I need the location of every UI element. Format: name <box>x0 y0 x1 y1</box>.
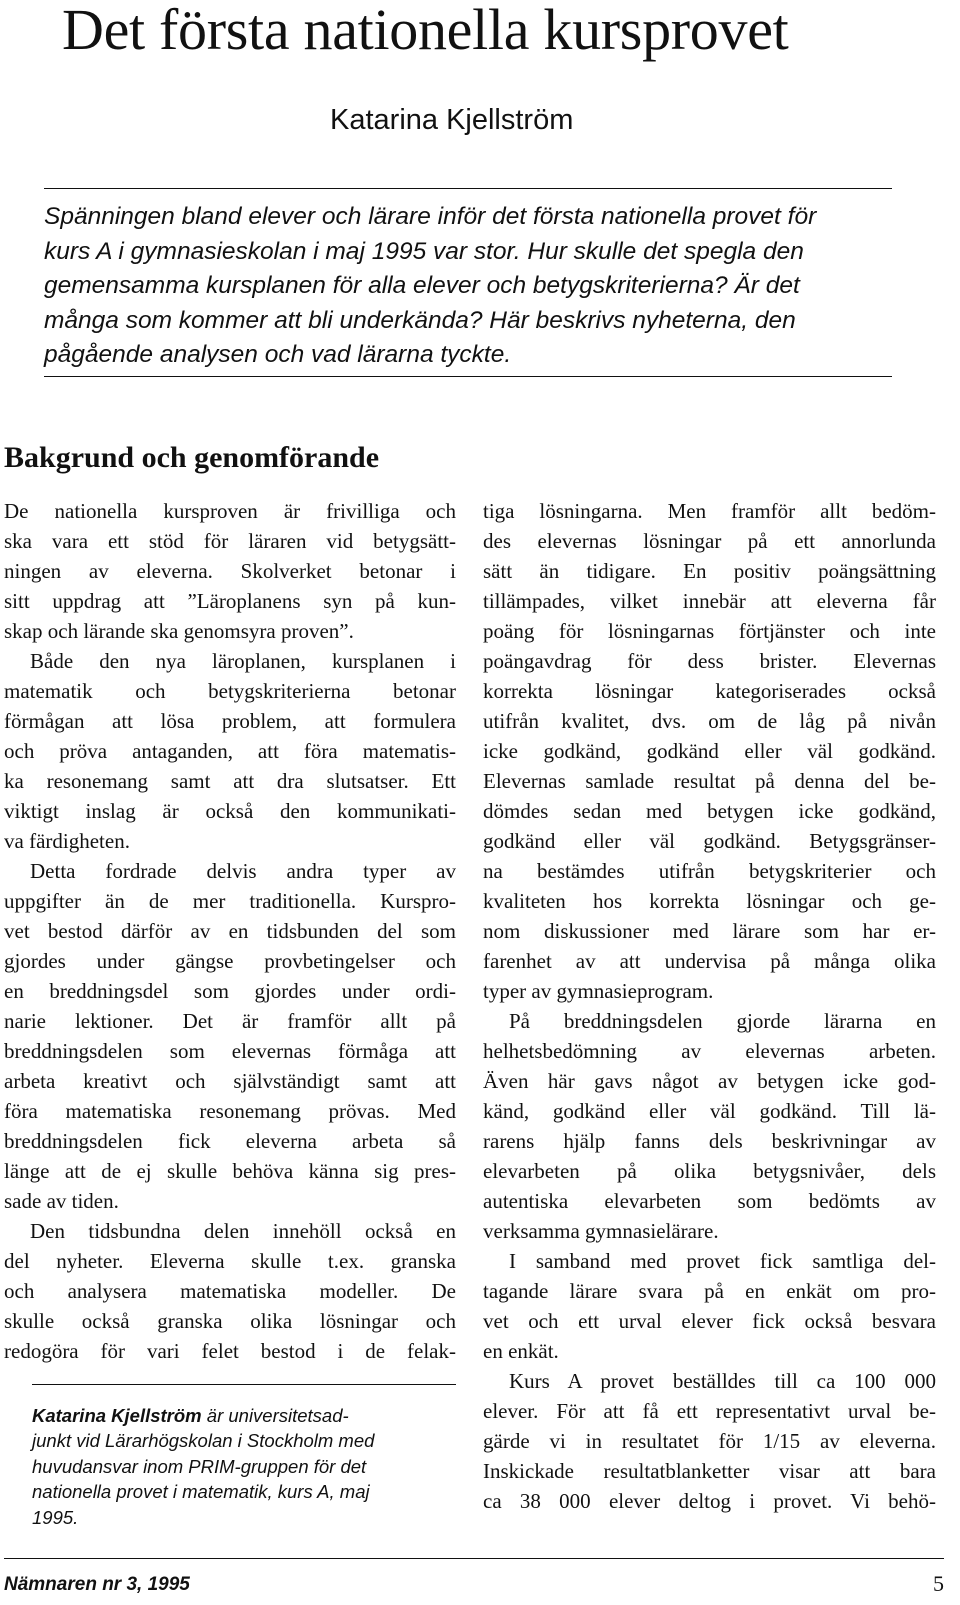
author-bio <box>32 1403 452 1530</box>
body-line: farenhet av att undervisa på många olika <box>483 949 936 973</box>
page-number: 5 <box>933 1571 944 1596</box>
bio-line: 1995. <box>32 1506 79 1528</box>
body-line: matematik och betygskriterierna betonar <box>4 679 456 703</box>
body-line: sätt än tidigare. En positiv poängsättning <box>483 559 936 583</box>
body-line: breddningsdelen fick eleverna arbeta så <box>4 1129 456 1153</box>
body-line: och pröva antaganden, att föra matematis- <box>4 739 456 763</box>
ingress-line: kurs A i gymnasieskolan i maj 1995 var stor. Hur skulle det spegla den <box>44 237 804 265</box>
journal-reference: Nämnaren nr 3, 1995 <box>4 1574 190 1595</box>
section-heading: Bakgrund och genomförande <box>4 441 380 474</box>
body-line: vet bestod därför av en tidsbunden del som <box>4 919 456 943</box>
ingress-line: gemensamma kursplanen för alla elever och betygskriterierna? Är det <box>44 272 800 300</box>
body-line: Även här gavs något av betygen icke god- <box>483 1069 936 1093</box>
body-line: breddningsdelen som elevernas förmåga att <box>4 1039 456 1063</box>
bio-rule <box>32 1384 456 1385</box>
body-line: poäng för lösningarnas förtjänster och inte <box>483 619 936 643</box>
article-author: Katarina Kjellström <box>330 104 574 136</box>
body-line: vet och ett urval elever fick också besvara <box>483 1309 936 1333</box>
bio-name: Katarina Kjellström <box>32 1405 202 1426</box>
body-line: korrekta lösningar kategoriserades också <box>483 679 936 703</box>
body-line: na bestämdes utifrån betygskriterier och <box>483 859 936 883</box>
body-line: ska vara ett stöd för läraren vid betygsätt- <box>4 529 456 553</box>
body-line: I samband med provet fick samtliga del- <box>509 1249 936 1273</box>
body-line: rarens hjälp fanns dels beskrivningar av <box>483 1129 936 1153</box>
body-line: sitt uppdrag att ”Läroplanens syn på kun- <box>4 589 456 613</box>
body-line: dömdes sedan med betygen icke godkänd, <box>483 799 936 823</box>
body-line: helhetsbedömning av elevernas arbeten. <box>483 1039 936 1063</box>
body-line: ca 38 000 elever deltog i provet. Vi behö- <box>483 1489 936 1513</box>
body-column-left <box>4 496 456 1366</box>
body-line: På breddningsdelen gjorde lärarna en <box>509 1009 936 1033</box>
body-line: tillämpades, vilket innebär att eleverna får <box>483 589 936 613</box>
body-line: arbeta kreativt och självständigt samt att <box>4 1069 456 1093</box>
body-line: va färdigheten. <box>4 829 130 853</box>
body-line: förmågan att lösa problem, att formulera <box>4 709 456 733</box>
body-line: länge att de ej skulle behöva känna sig pres- <box>4 1159 456 1183</box>
body-line: skulle också granska olika lösningar och <box>4 1309 456 1333</box>
bio-line: nationella provet i matematik, kurs A, maj <box>32 1481 370 1503</box>
body-line: godkänd eller väl godkänd. Betygsgränser- <box>483 829 936 853</box>
body-line: autentiska elevarbeten som bedömts av <box>483 1189 936 1213</box>
body-line: uppgifter än de mer traditionella. Kurspro- <box>4 889 456 913</box>
body-line: sade av tiden. <box>4 1189 119 1213</box>
body-column-right <box>483 496 936 1516</box>
body-line: ka resonemang samt att dra slutsatser. Ett <box>4 769 456 793</box>
body-line: De nationella kursproven är frivilliga och <box>4 499 456 523</box>
body-line: och analysera matematiska modeller. De <box>4 1279 456 1303</box>
body-line: Kurs A provet beställdes till ca 100 000 <box>509 1369 936 1393</box>
body-line: Den tidsbundna delen innehöll också en <box>30 1219 456 1243</box>
ingress-line: pågående analysen och vad lärarna tyckte. <box>44 341 512 369</box>
body-line: Inskickade resultatblanketter visar att bara <box>483 1459 936 1483</box>
body-line: skap och lärande ska genomsyra proven”. <box>4 619 354 643</box>
body-line: del nyheter. Eleverna skulle t.ex. granska <box>4 1249 456 1273</box>
bio-first-line-rest: är universitetsad- <box>201 1405 349 1426</box>
body-line: viktigt inslag är också den kommunikati- <box>4 799 456 823</box>
body-line: elevarbeten på olika betygsnivåer, dels <box>483 1159 936 1183</box>
body-line: föra matematiska resonemang prövas. Med <box>4 1099 456 1123</box>
body-line: kvaliteten hos korrekta lösningar och ge- <box>483 889 936 913</box>
ingress <box>44 200 914 373</box>
body-line: elever. För att få ett representativt urval be- <box>483 1399 936 1423</box>
ingress-line: Spänningen bland elever och lärare inför det första nationella provet för <box>44 203 817 230</box>
body-line: tagande lärare svara på en enkät om pro- <box>483 1279 936 1303</box>
body-line: tiga lösningarna. Men framför allt bedöm- <box>483 499 936 523</box>
body-line: Elevernas samlade resultat på denna del be- <box>483 769 936 793</box>
bio-line: junkt vid Lärarhögskolan i Stockholm med <box>32 1430 375 1452</box>
body-line: Både den nya läroplanen, kursplanen i <box>30 649 456 673</box>
body-line: gärde vi in resultatet för 1/15 av eleverna. <box>483 1429 936 1453</box>
footer-rule <box>4 1558 944 1559</box>
body-line: narie lektioner. Det är framför allt på <box>4 1009 456 1033</box>
ingress-top-rule <box>44 188 892 189</box>
body-line: poängavdrag för dess brister. Elevernas <box>483 649 936 673</box>
body-line: icke godkänd, godkänd eller väl godkänd. <box>483 739 936 763</box>
ingress-bottom-rule <box>44 376 892 377</box>
body-line: ningen av eleverna. Skolverket betonar i <box>4 559 456 583</box>
body-line: en breddningsdel som gjordes under ordi- <box>4 979 456 1003</box>
body-line: typer av gymnasieprogram. <box>483 979 714 1003</box>
bio-line <box>32 1403 452 1428</box>
bio-line: huvudansvar inom PRIM-gruppen för det <box>32 1455 367 1477</box>
body-line: en enkät. <box>483 1339 559 1363</box>
body-line: utifrån kvalitet, dvs. om de låg på nivån <box>483 709 936 733</box>
ingress-line: många som kommer att bli underkända? Här beskrivs nyheterna, den <box>44 306 796 334</box>
body-line: gjordes under gängse provbetingelser och <box>4 949 456 973</box>
body-line: känd, godkänd eller väl godkänd. Till lä- <box>483 1099 936 1123</box>
body-line: Detta fordrade delvis andra typer av <box>30 859 456 883</box>
body-line: verksamma gymnasielärare. <box>483 1219 719 1243</box>
article-title: Det första nationella kursprovet <box>62 0 789 62</box>
body-line: nom diskussioner med lärare som har er- <box>483 919 936 943</box>
body-line: redogöra för vari felet bestod i de felak- <box>4 1339 456 1363</box>
body-line: des elevernas lösningar på ett annorlunda <box>483 529 936 553</box>
